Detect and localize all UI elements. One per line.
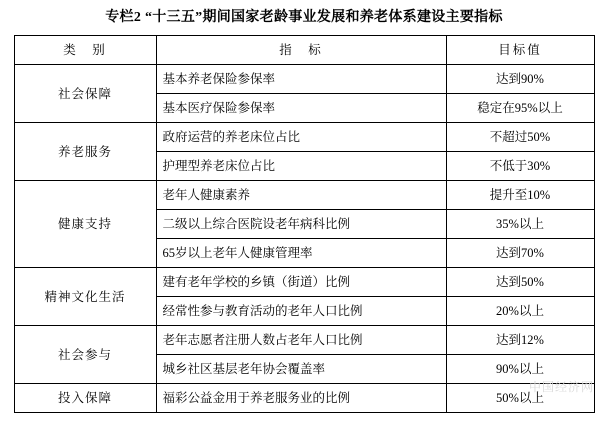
cell-indicator: 福彩公益金用于养老服务业的比例 (156, 384, 446, 413)
column-header-category: 类 别 (14, 36, 156, 65)
cell-indicator: 二级以上综合医院设老年病科比例 (156, 210, 446, 239)
cell-category: 社会参与 (14, 326, 156, 384)
cell-target: 稳定在95%以上 (446, 94, 594, 123)
cell-category: 养老服务 (14, 123, 156, 181)
cell-indicator: 建有老年学校的乡镇（街道）比例 (156, 268, 446, 297)
cell-target: 50%以上 (446, 384, 594, 413)
cell-indicator: 基本医疗保险参保率 (156, 94, 446, 123)
cell-indicator: 老年人健康素养 (156, 181, 446, 210)
table-row (14, 268, 594, 297)
watermark: 中国经济网 (528, 380, 594, 394)
cell-indicator: 65岁以上老年人健康管理率 (156, 239, 446, 268)
table-row (14, 181, 594, 210)
cell-target: 提升至10% (446, 181, 594, 210)
cell-target: 达到70% (446, 239, 594, 268)
table-row (14, 326, 594, 355)
cell-indicator: 老年志愿者注册人数占老年人口比例 (156, 326, 446, 355)
page-title: 专栏2 “十三五”期间国家老龄事业发展和养老体系建设主要指标 (105, 10, 503, 25)
cell-indicator: 政府运营的养老床位占比 (156, 123, 446, 152)
cell-category: 投入保障 (14, 384, 156, 413)
table-row (14, 65, 594, 94)
cell-target: 达到90% (446, 65, 594, 94)
table-header-row (14, 36, 594, 65)
column-header-target: 目标值 (446, 36, 594, 65)
cell-target: 不低于30% (446, 152, 594, 181)
cell-category: 健康支持 (14, 181, 156, 268)
cell-target: 35%以上 (446, 210, 594, 239)
column-header-indicator: 指 标 (156, 36, 446, 65)
cell-target: 达到12% (446, 326, 594, 355)
table-body (14, 65, 594, 413)
cell-category: 精神文化生活 (14, 268, 156, 326)
cell-target: 不超过50% (446, 123, 594, 152)
cell-target: 20%以上 (446, 297, 594, 326)
cell-category: 社会保障 (14, 65, 156, 123)
table-row (14, 123, 594, 152)
cell-indicator: 经常性参与教育活动的老年人口比例 (156, 297, 446, 326)
cell-target: 达到50% (446, 268, 594, 297)
table-row (14, 384, 594, 413)
cell-indicator: 基本养老保险参保率 (156, 65, 446, 94)
cell-indicator: 护理型养老床位占比 (156, 152, 446, 181)
table-header (14, 36, 594, 65)
cell-indicator: 城乡社区基层老年协会覆盖率 (156, 355, 446, 384)
cell-target: 90%以上 (446, 355, 594, 384)
indicator-table (14, 35, 595, 413)
